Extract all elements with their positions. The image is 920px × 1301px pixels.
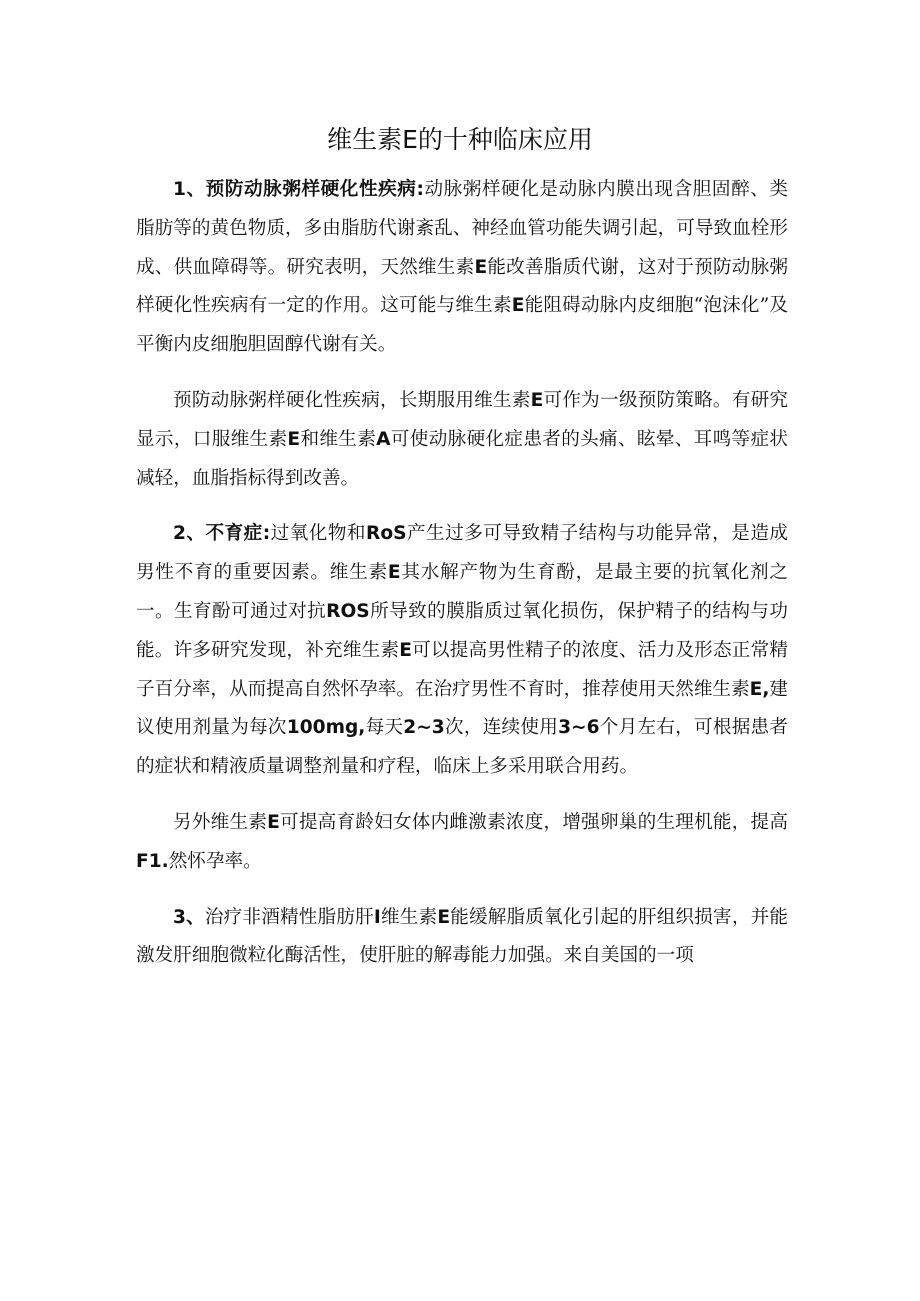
document-body <box>136 171 788 976</box>
text-run: 过氧化物和 <box>270 523 367 545</box>
text-run: 维生素 <box>380 906 438 928</box>
text-run-latin: E <box>287 428 301 450</box>
text-run: 产生过多可导致精子结构与功能异常，是造成男性不育的重要因素。维生素 <box>136 523 788 584</box>
text-run: 能改善脂质代谢，这对于预防动脉粥样硬化性疾病有一定的作用。这可能与维生素 <box>136 256 788 317</box>
section-heading-3: 3、 <box>173 906 205 928</box>
text-run: 所导致的膜脂质过氧化损伤，保护精子的结构与功能。许多研究发现，补充维生素 <box>136 600 788 661</box>
text-run-latin: E <box>437 906 451 928</box>
text-run: 动脉粥样硬化是动脉内膜出现含胆固醉、类脂肪等的黄色物质，多由脂肪代谢紊乱、神经血管功能失调引起，可导致血栓形成、供血障碍等。研究表明，天然维生素 <box>136 179 788 278</box>
paragraph-female-fertility <box>136 804 788 882</box>
text-run-latin: 100mg, <box>286 717 366 739</box>
text-run-latin: I <box>373 906 381 928</box>
text-run-latin: E <box>511 295 525 317</box>
text-run: 个月左右，可根据患者的症状和精液质量调整剂量和疗程，临床上多采用联合用药。 <box>136 717 788 778</box>
text-run-latin: E <box>399 639 412 661</box>
text-run: 建议使用剂量为每次 <box>136 678 788 739</box>
text-run: 次，连续使用 <box>444 717 559 739</box>
text-run-latin: E <box>530 389 544 411</box>
text-run: 其水解产物为生育酚，是最主要的抗氧化剂之一。生育酚可通过对抗 <box>136 562 788 622</box>
paragraph-fatty-liver <box>136 899 788 977</box>
paragraph-atherosclerosis <box>136 171 788 365</box>
section-heading-2: 2、不育症: <box>173 523 271 545</box>
text-run: 治疗非酒精性脂肪肝 <box>204 906 374 928</box>
text-run: 能阻碍动脉内皮细胞“泡沫化”及平衡内皮细胞胆固醇代谢有关。 <box>136 295 788 356</box>
text-run-latin: 3~6 <box>558 717 600 739</box>
text-run: 和维生素 <box>300 428 377 450</box>
text-run: 可以提高男性精子的浓度、活力及形态正常精子百分率，从而提高自然怀孕率。在治疗男性不育时，推荐使用天然维生素 <box>136 639 788 700</box>
text-run: 然怀孕率。 <box>168 850 262 872</box>
text-run-latin: E, <box>749 678 770 700</box>
text-run: 另外维生素 <box>173 811 268 833</box>
text-run: 每天 <box>365 717 404 739</box>
text-run-latin: E <box>267 811 280 833</box>
paragraph-infertility <box>136 515 788 787</box>
text-run: 可提高育龄妇女体内雌激素浓度，增强卵巢的生理机能，提高 <box>279 811 788 833</box>
page-title: 维生素E的十种临床应用 <box>327 125 593 154</box>
text-run-latin: E <box>387 562 401 584</box>
section-heading-1: 1、预防动脉粥样硬化性疾病: <box>173 179 424 200</box>
text-run-latin: RoS <box>366 523 407 545</box>
text-run: 能缓解脂质氧化引起的肝组织损害，并能激发肝细胞微粒化酶活性，使肝脏的解毒能力加强。来自美国的一项 <box>136 906 788 967</box>
paragraph-prevention <box>136 382 788 498</box>
text-run: 可使动脉硬化症患者的头痛、眩晕、耳鸣等症状减轻，血脂指标得到改善。 <box>136 428 788 489</box>
text-run: 预防动脉粥样硬化性疾病，长期服用维生素 <box>173 389 531 411</box>
text-run-latin: E <box>474 256 488 278</box>
text-run: 可作为一级预防策略。有研究显示，口服维生素 <box>136 389 788 450</box>
text-run-latin: F1. <box>136 850 169 872</box>
text-run-latin: 2~3 <box>403 717 445 739</box>
text-run-latin: A <box>376 428 391 450</box>
text-run-latin: ROS <box>326 600 370 622</box>
